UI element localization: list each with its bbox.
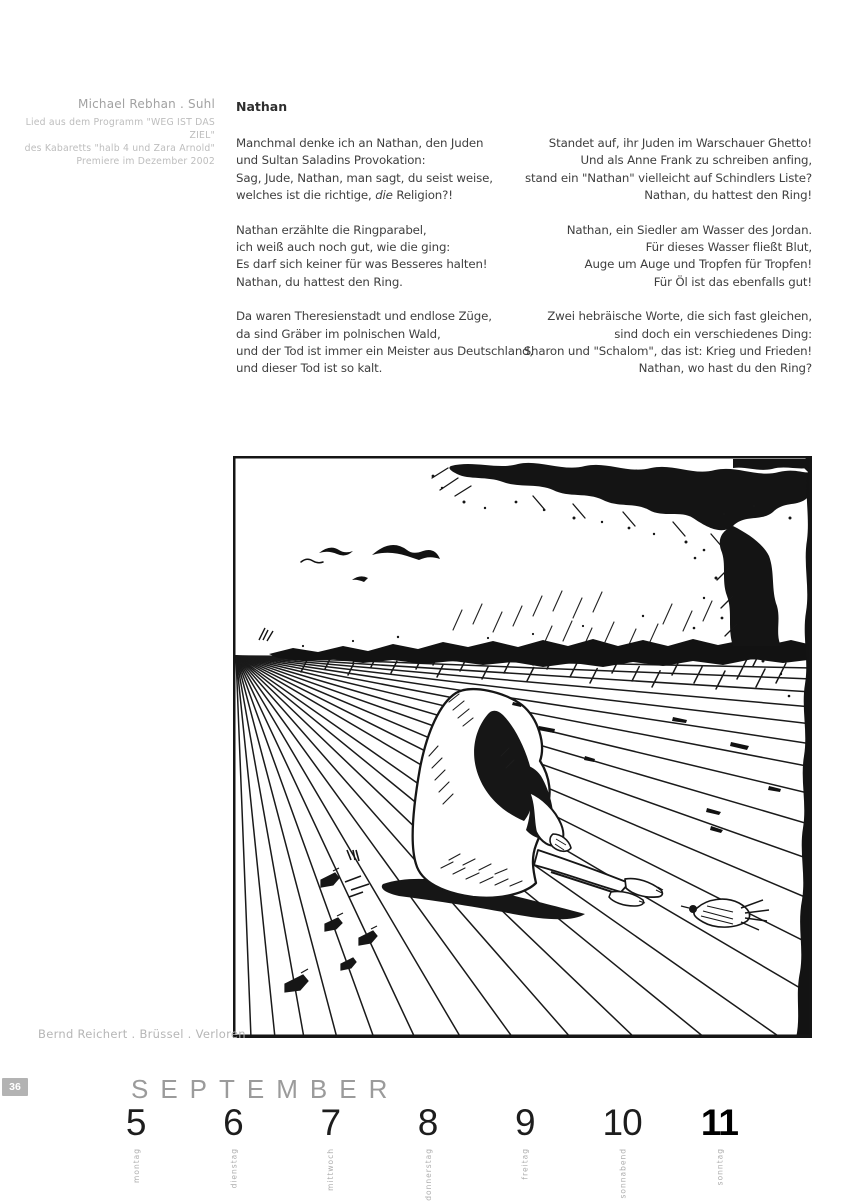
poem-line [236, 187, 533, 204]
stanza [524, 135, 812, 205]
week-number-badge: 36 [2, 1078, 28, 1096]
poem-line: und dieser Tod ist so kalt. [236, 361, 383, 376]
illustration-frame [233, 456, 812, 1038]
poem-line: Zwei hebräische Worte, die sich fast gleichen, [547, 309, 812, 324]
weekday-label: mittwoch [326, 1148, 336, 1191]
line-fragment: welches ist die richtige, [236, 188, 376, 203]
weekday-label: donnerstag [423, 1148, 433, 1201]
hooded-figure [413, 689, 663, 906]
stanza [236, 135, 533, 205]
day-number: 10 [602, 1102, 642, 1143]
poem-line: Es darf sich keiner für was Besseres halten! [236, 257, 488, 272]
stanza [236, 308, 533, 378]
credit-line: Premiere im Dezember 2002 [76, 156, 215, 167]
poem-line: Manchmal denke ich an Nathan, den Juden [236, 136, 484, 150]
day-cell-freitag [476, 1103, 573, 1200]
credit-line: Lied aus dem Programm "WEG IST DAS ZIEL" [25, 117, 215, 141]
poem-left-column [236, 135, 533, 395]
poem-line: Da waren Theresienstadt und endlose Züge, [236, 309, 492, 324]
poem-line: Standet auf, ihr Juden im Warschauer Ghetto! [548, 136, 812, 150]
day-cell-donnerstag [379, 1103, 476, 1200]
poem-line: Nathan erzählte die Ringparabel, [236, 222, 427, 237]
bird-icon [352, 576, 368, 582]
bird-icon [301, 559, 323, 563]
weekday-label: montag [131, 1148, 141, 1183]
italic-word: die [375, 188, 393, 203]
stanza [524, 222, 812, 292]
author-name: Michael Rebhan . Suhl [78, 97, 215, 111]
weekday-label: freitag [520, 1148, 530, 1180]
bird-icon [319, 548, 353, 556]
poem-line: Sharon und "Schalom", das ist: Krieg und Frieden! [523, 344, 812, 359]
day-cell-sonntag [671, 1103, 768, 1200]
day-number: 9 [515, 1102, 535, 1143]
weekday-label: sonntag [715, 1148, 725, 1186]
day-cell-montag [87, 1103, 184, 1200]
credits-block [0, 97, 215, 168]
poem-line: Nathan, du hattest den Ring! [644, 188, 812, 203]
poem-line: Nathan, ein Siedler am Wasser des Jordan. [566, 222, 812, 237]
day-cell-mittwoch [282, 1103, 379, 1200]
calendar-days-row [87, 1103, 768, 1200]
poem-line: Für Öl ist das ebenfalls gut! [653, 274, 812, 289]
poem-line: Nathan, du hattest den Ring. [236, 274, 403, 289]
road-debris [512, 673, 790, 833]
weekday-label: sonnabend [618, 1148, 628, 1199]
poem-line: und Sultan Saladins Provokation: [236, 153, 426, 168]
poem-line: und der Tod ist immer ein Meister aus Deutschland, [236, 344, 534, 359]
poem-line: sind doch ein verschiedenes Ding: [614, 326, 812, 341]
stanza [524, 308, 812, 378]
poem-line: Nathan, wo hast du den Ring? [638, 361, 812, 376]
day-number: 11 [700, 1102, 738, 1143]
day-number: 7 [320, 1102, 341, 1143]
poem-title: Nathan [236, 99, 288, 114]
day-cell-dienstag [184, 1103, 281, 1200]
line-fragment: Religion?! [392, 188, 453, 203]
poem-line: Auge um Auge und Tropfen für Tropfen! [584, 257, 812, 272]
poem-line: ich weiß auch noch gut, wie die ging: [236, 240, 451, 255]
poem-line: stand ein "Nathan" vielleicht auf Schindlers Liste? [525, 170, 812, 185]
poem-line: da sind Gräber im polnischen Wald, [236, 326, 441, 341]
credit-line: des Kabaretts "halb 4 und Zara Arnold" [24, 143, 215, 154]
day-number: 8 [417, 1102, 438, 1143]
day-cell-sonnabend [573, 1103, 670, 1200]
poem-line: Für dieses Wasser fließt Blut, [645, 240, 812, 255]
weekday-label: dienstag [228, 1148, 238, 1189]
illustration-caption: Bernd Reichert . Brüssel . Verloren [38, 1027, 246, 1041]
stanza [236, 222, 533, 292]
day-number: 5 [125, 1102, 146, 1143]
poem-line: Sag, Jude, Nathan, man sagt, du seist weise, [236, 170, 493, 185]
month-title: SEPTEMBER [131, 1074, 400, 1104]
day-number: 6 [223, 1102, 243, 1143]
poem-line: Und als Anne Frank zu schreiben anfing, [580, 153, 812, 168]
bird-icon [372, 545, 440, 560]
illustration-drawing [233, 456, 812, 1038]
poem-right-column [524, 135, 812, 395]
